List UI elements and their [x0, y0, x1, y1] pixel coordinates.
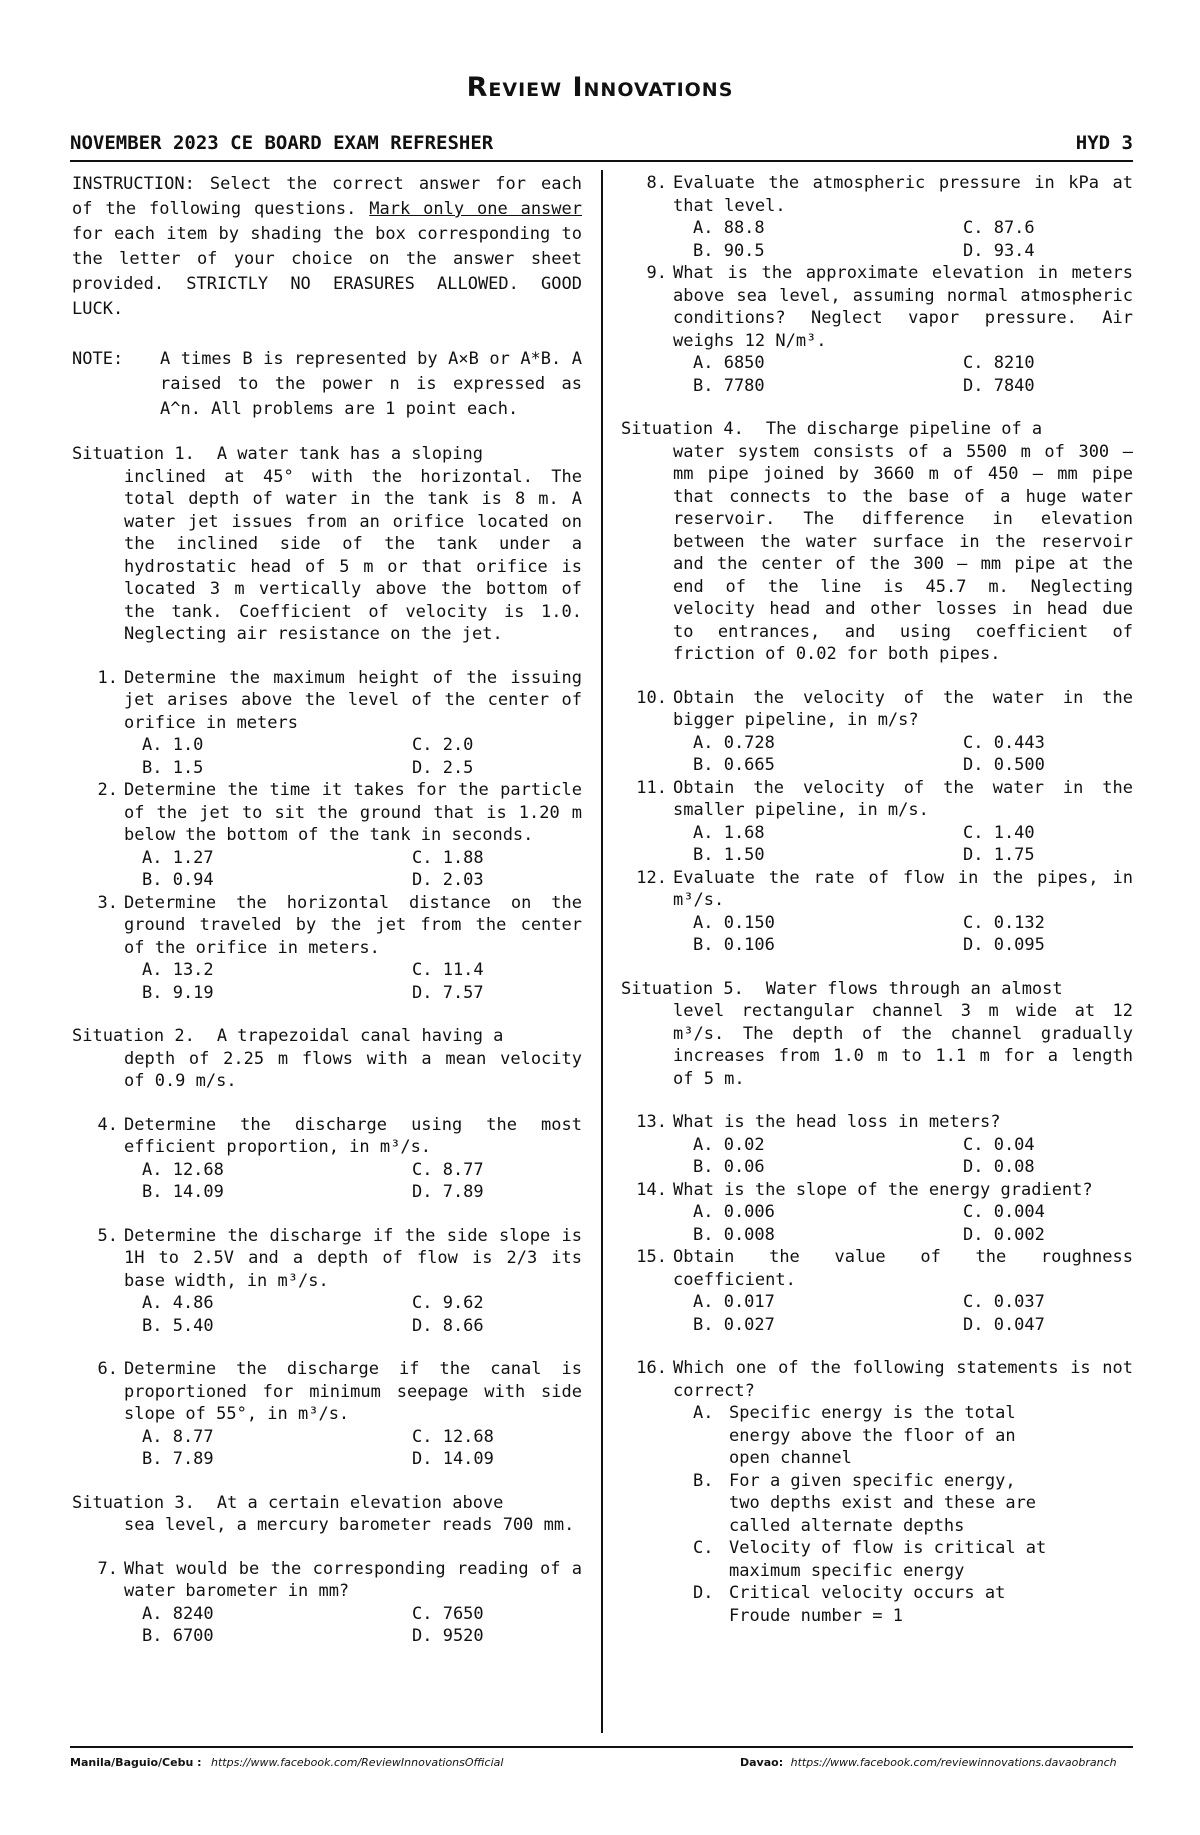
choice-a: A. 8.77	[142, 1426, 214, 1447]
footer-left-label: Manila/Baguio/Cebu :	[70, 1756, 202, 1769]
choice-b: B. 1.5	[142, 757, 204, 778]
choice-a: A. 88.8	[693, 218, 765, 238]
question-4	[72, 1114, 582, 1204]
choice-d: D. 8.66	[412, 1315, 484, 1336]
choice-d: D. 1.75	[963, 845, 1035, 865]
footer-left-link[interactable]: https://www.facebook.com/ReviewInnovationsOfficial	[211, 1756, 504, 1769]
question-text: Determine the horizontal distance on the ground traveled by the jet from the center of the orifice in meters.	[124, 892, 582, 958]
situation-label: Situation 4.	[621, 419, 744, 439]
situation-text: level rectangular channel 3 m wide at 12 m³/s. The depth of the channel gradually increases from 1.0 m to 1.1 m for a length of 5 m.	[673, 1001, 1133, 1089]
footer-divider	[70, 1746, 1133, 1748]
question-text: Determine the time it takes for the particle of the jet to sit the ground that is 1.20 m below the bottom of the tank in seconds.	[124, 780, 582, 845]
situation-5: Situation 5. Water flows through an almost level rectangular channel 3 m wide at 12 m³/s. The depth of the channel gradually increases from 1.0 m to 1.1 m for a length of 5 m.	[621, 978, 1133, 1089]
choice-a: A. 1.27	[142, 847, 214, 868]
choice-a: A. 1.68	[693, 822, 765, 843]
choice-d: D. 0.047	[963, 1314, 1045, 1335]
choice-c: C. 8.77	[412, 1159, 484, 1180]
choice-c: C. Velocity of flow is critical at maximum specific energy	[693, 1538, 1047, 1581]
choice-c: C. 9.62	[412, 1293, 484, 1313]
choice-b: B. 9.19	[142, 982, 214, 1003]
question-number: 13.	[636, 1112, 667, 1132]
right-column	[621, 172, 1133, 1627]
note-text: A times B is represented by A×B or A*B. A raised to the power n is expressed as A^n. All problems are 1 point each.	[160, 349, 582, 419]
left-column	[72, 172, 582, 1648]
note	[72, 347, 582, 422]
choice-a: A. 0.006	[693, 1202, 775, 1222]
choice-c: C. 7650	[412, 1603, 484, 1624]
choice-c: C. 2.0	[412, 735, 474, 755]
question-text: Obtain the velocity of the water in the smaller pipeline, in m/s.	[673, 777, 1133, 820]
question-15	[621, 1246, 1133, 1336]
question-8	[621, 172, 1133, 262]
choice-c: C. 12.68	[412, 1426, 494, 1447]
question-number: 8.	[646, 173, 667, 193]
choice-d: D. 7840	[963, 375, 1035, 396]
choice-b: B. 0.665	[693, 755, 775, 775]
situation-3: Situation 3. At a certain elevation above sea level, a mercury barometer reads 700 mm.	[72, 1492, 582, 1537]
question-14	[621, 1179, 1133, 1247]
situation-label: Situation 1.	[72, 444, 195, 464]
question-6	[72, 1358, 582, 1471]
choice-b: B. 7780	[693, 375, 765, 396]
situation-label: Situation 5.	[621, 978, 744, 999]
choice-d: D. 7.89	[412, 1182, 484, 1202]
question-text: What is the slope of the energy gradient?	[673, 1179, 1093, 1200]
choice-c: C. 0.004	[963, 1202, 1045, 1222]
question-text: Obtain the value of the roughness coefficient.	[673, 1247, 1133, 1290]
question-number: 5.	[97, 1225, 118, 1246]
footer-right-link[interactable]: https://www.facebook.com/reviewinnovations.davaobranch	[790, 1756, 1117, 1769]
question-number: 2.	[97, 780, 118, 800]
page-title: Review Innovations	[466, 72, 734, 103]
choice-b: B. 0.008	[693, 1224, 775, 1245]
choice-c: C. 0.04	[963, 1134, 1035, 1155]
choice-c: C. 87.6	[963, 218, 1035, 238]
footer-right-label: Davao:	[740, 1756, 784, 1769]
choice-b: B. 1.50	[693, 845, 765, 865]
choice-c: C. 8210	[963, 353, 1035, 373]
question-10	[621, 687, 1133, 777]
choice-c: C. 0.037	[963, 1292, 1045, 1312]
choice-a: A. 12.68	[142, 1159, 224, 1180]
question-number: 1.	[97, 667, 118, 688]
question-number: 3.	[97, 892, 118, 913]
choice-d: D. 2.5	[412, 757, 474, 778]
question-7	[72, 1558, 582, 1648]
choice-c: C. 11.4	[412, 960, 484, 980]
question-text: Determine the maximum height of the issuing jet arises above the level of the center of orifice in meters	[124, 667, 582, 733]
question-13	[621, 1111, 1133, 1179]
choice-d: D. 0.095	[963, 935, 1045, 955]
choice-b: B. 5.40	[142, 1315, 214, 1336]
question-11	[621, 777, 1133, 867]
choice-a: A. 0.017	[693, 1292, 775, 1312]
footer-right	[740, 1756, 1117, 1769]
choice-d: D. 0.002	[963, 1224, 1045, 1245]
situation-text: water system consists of a 5500 m of 300 – mm pipe joined by 3660 m of 450 – mm pipe that connects to the base of a huge water reservoir. The difference in elevation between the water surface in the reservoir and the center of the 300 – mm pipe at the end of the line is 45.7 m. Neglecting velocity head and other losses in head due to entrances, and using coefficient of friction of 0.02 for both pipes.	[673, 441, 1133, 664]
choice-d: D. 0.08	[963, 1157, 1035, 1177]
question-number: 12.	[636, 867, 667, 888]
choice-c: C. 1.88	[412, 847, 484, 868]
choice-a: A. 13.2	[142, 960, 214, 980]
choice-a: A. 0.02	[693, 1134, 765, 1155]
question-number: 6.	[97, 1359, 118, 1379]
choice-b: B. 14.09	[142, 1182, 224, 1202]
choice-c: C. 0.132	[963, 912, 1045, 933]
choice-b: B. 90.5	[693, 240, 765, 261]
question-5	[72, 1225, 582, 1338]
note-label: NOTE:	[72, 349, 124, 369]
question-text: Evaluate the rate of flow in the pipes, in m³/s.	[673, 867, 1133, 910]
choice-b: B. 0.027	[693, 1314, 775, 1335]
situation-text: sea level, a mercury barometer reads 700 mm.	[124, 1515, 575, 1535]
question-12	[621, 867, 1133, 957]
choice-b: B. 0.94	[142, 870, 214, 890]
choice-a: A. 0.728	[693, 732, 775, 753]
question-9	[621, 262, 1133, 397]
choice-c: C. 1.40	[963, 822, 1035, 843]
situation-label: Situation 3.	[72, 1492, 195, 1513]
question-text: What would be the corresponding reading of a water barometer in mm?	[124, 1558, 582, 1601]
choice-a: A. 8240	[142, 1603, 214, 1624]
question-text: Which one of the following statements is not correct?	[673, 1358, 1133, 1401]
question-text: Determine the discharge if the canal is proportioned for minimum seepage with side slope of 55°, in m³/s.	[124, 1359, 582, 1424]
choice-d: D. 9520	[412, 1626, 484, 1646]
question-number: 16.	[636, 1358, 667, 1378]
footer-left	[70, 1756, 503, 1769]
situation-1: Situation 1. A water tank has a sloping inclined at 45° with the horizontal. The total depth of water in the tank is 8 m. A water jet issues from an orifice located on the inclined side of the tank under a hydrostatic head of 5 m or that orifice is located 3 m vertically above the bottom of the tank. Coefficient of velocity is 1.0. Neglecting air resistance on the jet.	[72, 444, 582, 644]
situation-text: inclined at 45° with the horizontal. The total depth of water in the tank is 8 m. A water jet issues from an orifice located on the inclined side of the tank under a hydrostatic head of 5 m or that orifice is located 3 m vertically above the bottom of the tank. Coefficient of velocity is 1.0. Neglecting air resistance on the jet.	[124, 466, 582, 644]
question-number: 15.	[636, 1247, 667, 1267]
question-text: Determine the discharge using the most efficient proportion, in m³/s.	[124, 1114, 582, 1157]
question-text: Determine the discharge if the side slope is 1H to 2.5V and a depth of flow is 2/3 its base width, in m³/s.	[124, 1225, 582, 1291]
choice-b: B. 0.106	[693, 935, 775, 955]
choice-b: B. 6700	[142, 1626, 214, 1646]
choice-d: D. 93.4	[963, 240, 1035, 261]
situation-text: depth of 2.25 m flows with a mean velocity of 0.9 m/s.	[124, 1048, 582, 1091]
question-number: 11.	[636, 777, 667, 798]
choice-a: A. Specific energy is the total energy above the floor of an open channel	[693, 1403, 1016, 1468]
choice-a: A. 0.150	[693, 912, 775, 933]
question-number: 10.	[636, 687, 667, 708]
question-number: 7.	[97, 1558, 118, 1579]
choice-c: C. 0.443	[963, 732, 1045, 753]
question-number: 9.	[646, 263, 667, 283]
question-number: 14.	[636, 1179, 667, 1200]
choice-d: D. 7.57	[412, 982, 484, 1003]
exam-code: HYD 3	[1075, 132, 1133, 154]
choice-b: B. 7.89	[142, 1449, 214, 1469]
choice-a: A. 6850	[693, 353, 765, 373]
question-1	[72, 667, 582, 780]
exam-title: NOVEMBER 2023 CE BOARD EXAM REFRESHER	[70, 132, 494, 154]
question-text: What is the head loss in meters?	[673, 1112, 1001, 1132]
instruction-underlined: Mark only one answer	[369, 199, 583, 219]
situation-2: Situation 2. A trapezoidal canal having a depth of 2.25 m flows with a mean velocity of 0.9 m/s.	[72, 1026, 582, 1091]
choice-d: D. 14.09	[412, 1449, 494, 1469]
choice-b: B. For a given specific energy, two depths exist and these are called alternate depths	[693, 1470, 1037, 1536]
question-16	[621, 1357, 1133, 1627]
instruction: INSTRUCTION: Select the correct answer for each of the following questions. Mark only one answer for each item by shading the box corresponding to the letter of your choice on the answer sheet provided. STRICTLY NO ERASURES ALLOWED. GOOD LUCK.	[72, 174, 583, 319]
choice-d: D. 2.03	[412, 870, 484, 890]
exam-header	[70, 132, 1133, 162]
situation-4: Situation 4. The discharge pipeline of a water system consists of a 5500 m of 300 – mm pipe joined by 3660 m of 450 – mm pipe that connects to the base of a huge water reservoir. The difference in elevation between the water surface in the reservoir and the center of the 300 – mm pipe at the end of the line is 45.7 m. Neglecting velocity head and other losses in head due to entrances, and using coefficient of friction of 0.02 for both pipes.	[621, 419, 1133, 664]
choice-a: A. 1.0	[142, 735, 204, 755]
question-2	[72, 779, 582, 892]
column-divider	[601, 170, 603, 1733]
situation-label: Situation 2.	[72, 1026, 195, 1046]
question-3	[72, 892, 582, 1005]
question-text: What is the approximate elevation in meters above sea level, assuming normal atmospheric conditions? Neglect vapor pressure. Air weighs 12 N/m³.	[673, 263, 1133, 351]
question-text: Evaluate the atmospheric pressure in kPa at that level.	[673, 173, 1133, 216]
choice-d: D. 0.500	[963, 755, 1045, 775]
choice-b: B. 0.06	[693, 1157, 765, 1177]
choice-a: A. 4.86	[142, 1293, 214, 1313]
question-number: 4.	[97, 1114, 118, 1135]
question-text: Obtain the velocity of the water in the bigger pipeline, in m/s?	[673, 687, 1133, 730]
choice-d: D. Critical velocity occurs at Froude number = 1	[693, 1583, 1006, 1626]
